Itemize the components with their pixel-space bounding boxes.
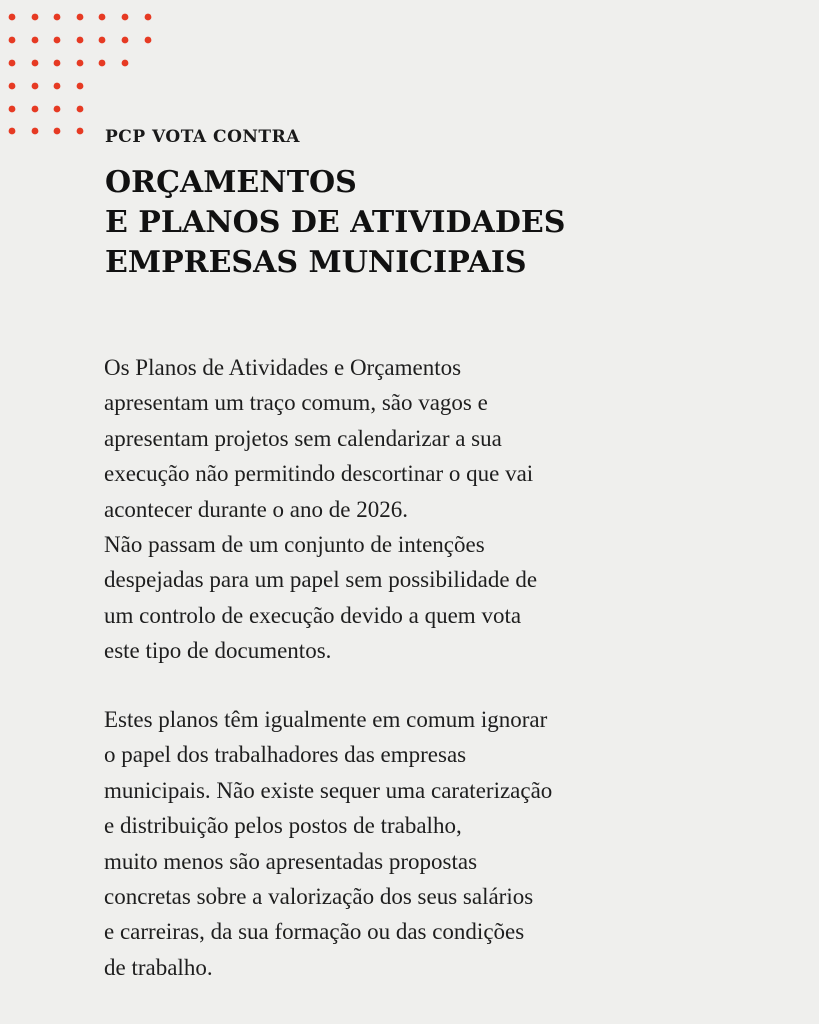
title-line: ORÇAMENTOS [105,165,357,200]
text-line: apresentam um traço comum, são vagos e [104,390,488,416]
page-title [105,163,795,283]
text-line: concretas sobre a valorização dos seus salários [104,884,534,910]
text-line: acontecer durante o ano de 2026. [104,496,408,522]
text-line: e distribuição pelos postos de trabalho, [104,813,462,839]
text-line: Estes planos têm igualmente em comum ignorar [104,707,548,732]
text-line: execução não permitindo descortinar o que vai [104,461,534,487]
text-line: e carreiras, da sua formação ou das condições [104,919,525,945]
title-line: EMPRESAS MUNICIPAIS [105,245,527,280]
text-line: muito menos são apresentadas propostas [104,848,478,874]
text-line: Não passam de um conjunto de intenções [104,532,485,558]
text-line: municipais. Não existe sequer uma caraterização [104,777,553,803]
text-line: Os Planos de Atividades e Orçamentos [104,355,462,380]
body-paragraph-2 [104,702,804,985]
decorative-dot-pattern [0,0,160,140]
text-line: apresentam projetos sem calendarizar a sua [104,425,502,451]
text-line: de trabalho. [104,954,213,980]
text-line: o papel dos trabalhadores das empresas [104,742,467,768]
body-paragraph-1 [104,350,804,669]
kicker-label: PCP VOTA CONTRA [105,127,300,147]
title-line: E PLANOS DE ATIVIDADES [105,205,566,240]
text-line: despejadas para um papel sem possibilidade de [104,567,538,593]
text-line: este tipo de documentos. [104,638,332,664]
text-line: um controlo de execução devido a quem vota [104,602,522,628]
